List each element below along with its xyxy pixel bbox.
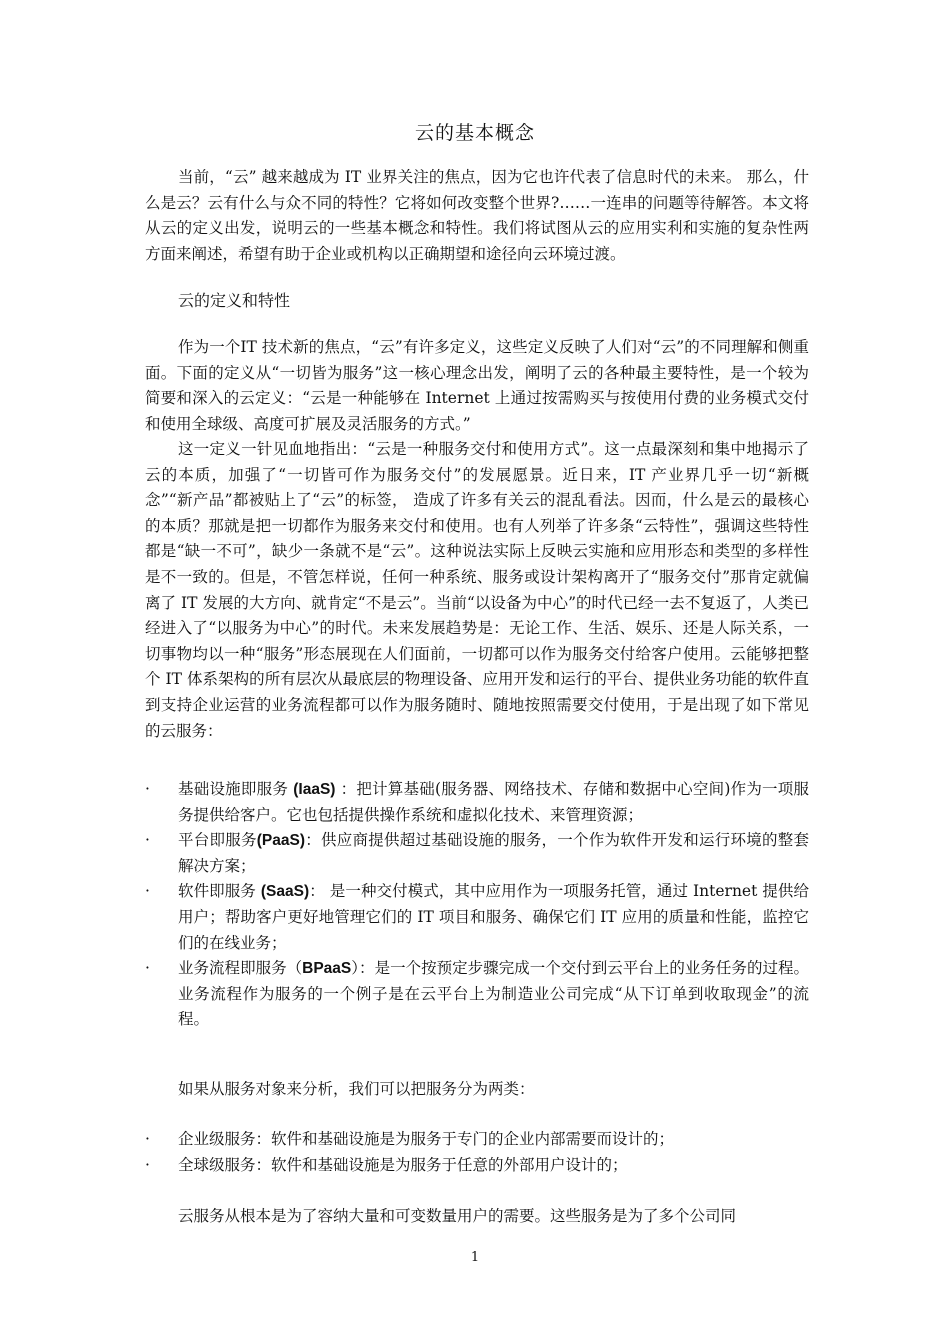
section-heading: 云的定义和特性 [178, 291, 291, 310]
paas-term: (PaaS) [256, 832, 305, 850]
list-item-bpaas: · 业务流程即服务（BPaaS）：是一个按预定步骤完成一个交付到云平台上的业务任务的过程。业务流程作为服务的一个例子是在云平台上为制造业公司完成“从下订单到收取现金”的流程。 [145, 956, 809, 1033]
bullet-icon: · [145, 882, 150, 901]
cloud-services-list [145, 777, 809, 1033]
list-item-saas: · 软件即服务 (SaaS)： 是一种交付模式，其中应用作为一项服务托管，通过 Internet 提供给用户；帮助客户更好地管理它们的 IT 项目和服务、确保它们 IT 应用的质量和性能，监控它们的在线业务； [145, 879, 809, 956]
iaas-term: (IaaS) [293, 781, 336, 798]
list-item-paas: · 平台即服务(PaaS)：供应商提供超过基础设施的服务，一个作为软件开发和运行环境的整套解决方案； [145, 828, 809, 879]
list-item-global: · 全球级服务：软件和基础设施是为服务于任意的外部用户设计的； [145, 1153, 809, 1179]
bullet-icon: · [145, 1130, 150, 1148]
bullet-icon: · [145, 780, 150, 798]
bullet-icon: · [145, 831, 150, 850]
bpaas-term: BPaaS [302, 960, 352, 978]
service-types-list [145, 1127, 809, 1178]
essence-paragraph: 这一定义一针见血地指出：“云是一种服务交付和使用方式”。这一点最深刻和集中地揭示了云的本质，加强了“一切皆可作为服务交付”的发展愿景。近日来，IT 产业界几乎一切“新概念”“新产品”都被贴上了“云”的标签， 造成了许多有关云的混乱看法。因而，什么是云的最核心的本质？那就是把一切都作为服务来交付和使用。也有人列举了许多条“云特性”，强调这些特性都是“缺一不可”，缺少一条就不是“云”。这种说法实际上反映云实施和应用形态和类型的多样性是不一致的。但是，不管怎样说，任何一种系统、服务或设计架构离开了“服务交付”那肯定就偏离了 IT 发展的大方向、就肯定“不是云”。当前“以设备为中心”的时代已经一去不复返了，人类已经进入了“以服务为中心”的时代。未来发展趋势是：无论工作、生活、娱乐、还是人际关系，一切事物均以一种“服务”形态展现在人们面前，一切都可以作为服务交付给客户使用。云能够把整个 IT 体系架构的所有层次从最底层的物理设备、应用开发和运行的平台、提供业务功能的软件直到支持企业运营的业务流程都可以作为服务随时、随地按照需要交付使用，于是出现了如下常见的云服务： [145, 440, 809, 740]
definition-paragraph: 作为一个IT 技术新的焦点，“云”有许多定义，这些定义反映了人们对“云”的不同理解和侧重面。下面的定义从“一切皆为服务”这一核心理念出发，阐明了云的各种最主要特性，是一个较为简要和深入的云定义：“云是一种能够在 Internet 上通过按需购买与按使用付费的业务模式交付和使用全球级、高度可扩展及灵活服务的方式。” [145, 338, 809, 433]
list-item-iaas: · 基础设施即服务 (IaaS) ：把计算基础(服务器、网络技术、存储和数据中心空间)作为一项服务提供给客户。它也包括提供操作系统和虚拟化技术、来管理资源； [145, 777, 809, 828]
list-item-enterprise: · 企业级服务：软件和基础设施是为服务于专门的企业内部需要而设计的； [145, 1127, 809, 1153]
bullet-icon: · [145, 1155, 150, 1174]
page-number: 1 [470, 1250, 480, 1265]
document-title: 云的基本概念 [414, 122, 535, 144]
intro-paragraph: 当前，“云” 越来越成为 IT 业界关注的焦点，因为它也许代表了信息时代的未来。 那么，什么是云？云有什么与众不同的特性？它将如何改变整个世界?……一连串的问题等待解答。本文将从云的定义出发，说明云的一些基本概念和特性。我们将试图从云的应用实利和实施的复杂性两方面来阐述，希望有助于企业或机构以正确期望和途径向云环境过渡。 [145, 168, 809, 263]
closing-paragraph: 云服务从根本是为了容纳大量和可变数量用户的需要。这些服务是为了多个公司同 [178, 1207, 737, 1225]
service-types-intro: 如果从服务对象来分析，我们可以把服务分为两类： [178, 1080, 535, 1098]
bullet-icon: · [145, 959, 150, 978]
saas-term: (SaaS) [260, 883, 310, 901]
